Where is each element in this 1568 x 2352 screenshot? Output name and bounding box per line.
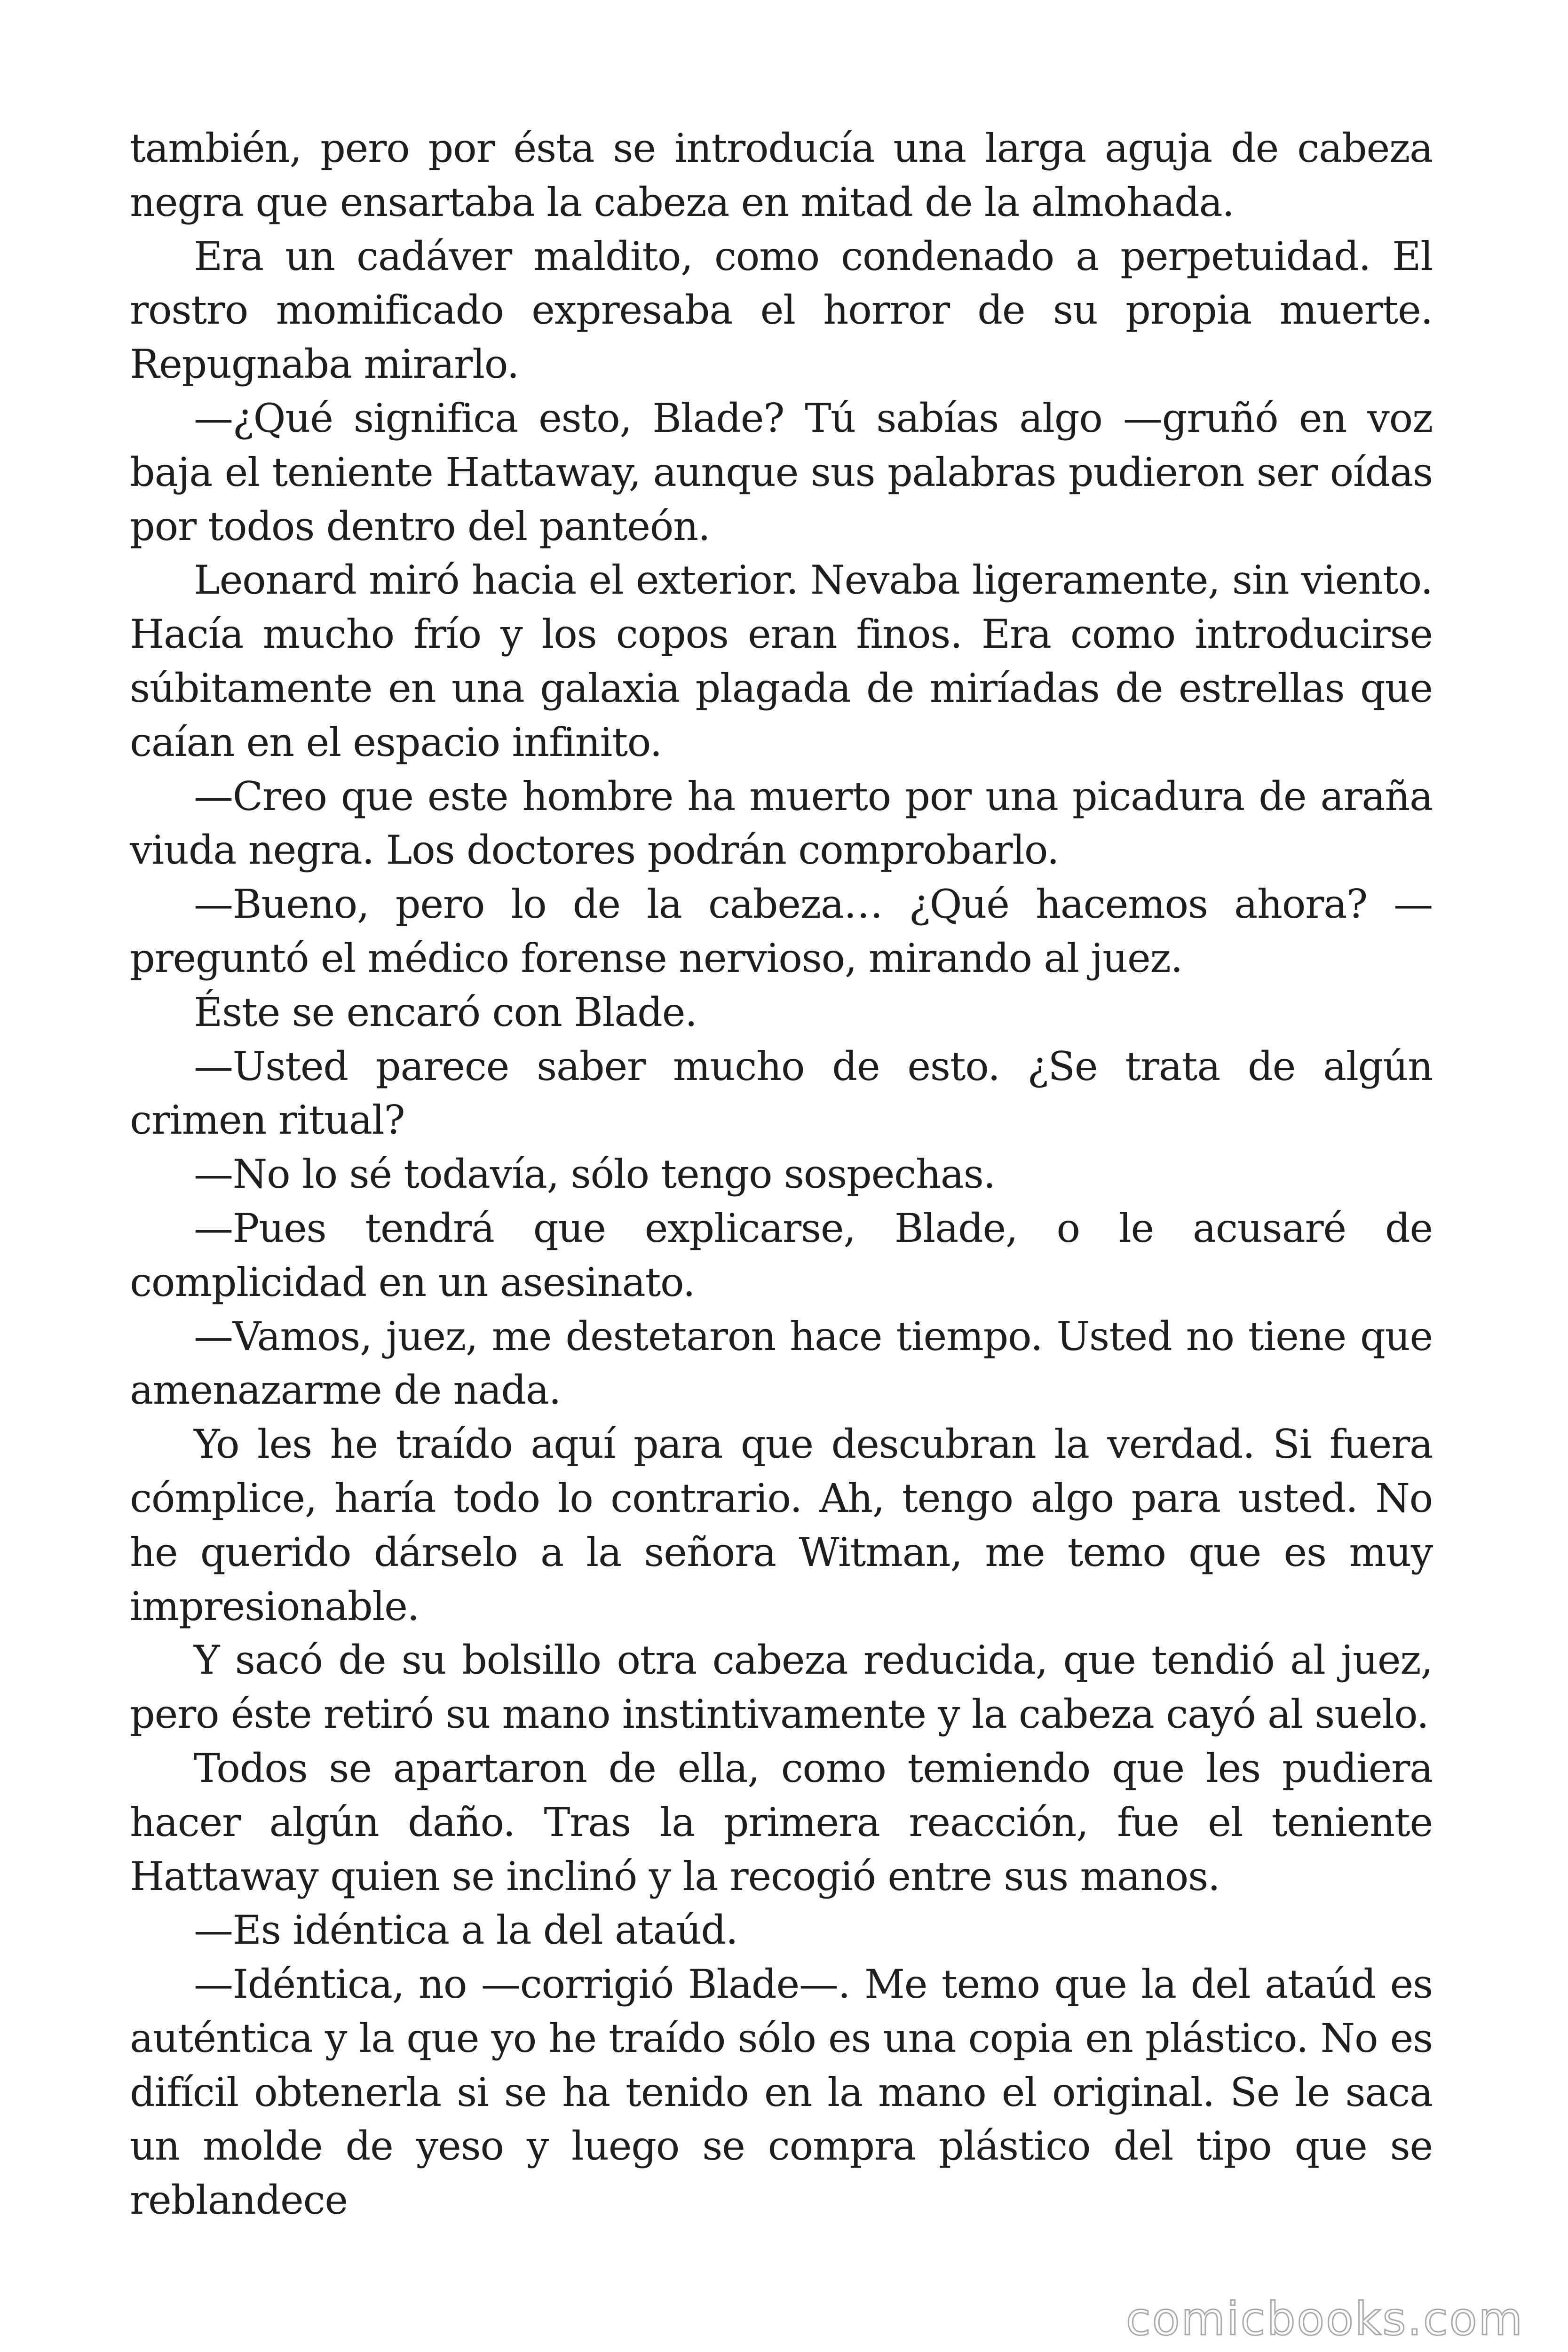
paragraph-11: —Vamos, juez, me destetaron hace tiempo. Usted no tiene que amenazarme de nada. xyxy=(130,1313,1433,1414)
paragraph-13: Y sacó de su bolsillo otra cabeza reducida, que tendió al juez, pero éste retiró su mano instintivamente y la cabeza cayó al suelo. xyxy=(130,1637,1433,1738)
paragraph-6: —Bueno, pero lo de la cabeza… ¿Qué hacemos ahora? —preguntó el médico forense nervioso, mirando al juez. xyxy=(130,881,1433,981)
paragraph-8: —Usted parece saber mucho de esto. ¿Se trata de algún crimen ritual? xyxy=(130,1043,1433,1144)
paragraph-7: Éste se encaró con Blade. xyxy=(194,989,697,1035)
paragraph-15: —Es idéntica a la del ataúd. xyxy=(194,1907,738,1954)
paragraph-4: Leonard miró hacia el exterior. Nevaba ligeramente, sin viento. Hacía mucho frío y los copos eran finos. Era como introducirse súbitamente en una galaxia plagada de miríadas de estrellas que caían en el espacio infinito. xyxy=(130,557,1433,765)
paragraph-14: Todos se apartaron de ella, como temiendo que les pudiera hacer algún daño. Tras la primera reacción, fue el teniente Hattaway quien se inclinó y la recogió entre sus manos. xyxy=(130,1745,1433,1899)
paragraph-3: —¿Qué significa esto, Blade? Tú sabías algo —gruñó en voz baja el teniente Hattaway, aunque sus palabras pudieron ser oídas por todos dentro del panteón. xyxy=(130,395,1433,549)
paragraph-1: también, pero por ésta se introducía una larga aguja de cabeza negra que ensartaba la cabeza en mitad de la almohada. xyxy=(130,125,1433,225)
paragraph-16: —Idéntica, no —corrigió Blade—. Me temo que la del ataúd es auténtica y la que yo he traído sólo es una copia en plástico. No es difícil obtenerla si se ha tenido en la mano el original. Se le saca un molde de yeso y luego se compra plástico del tipo que se reblandece xyxy=(130,1961,1433,2224)
paragraph-9: —No lo sé todavía, sólo tengo sospechas. xyxy=(194,1151,996,1198)
paragraph-10: —Pues tendrá que explicarse, Blade, o le acusaré de complicidad en un asesinato. xyxy=(130,1205,1433,1305)
paragraph-5: —Creo que este hombre ha muerto por una picadura de araña viuda negra. Los doctores podrán comprobarlo. xyxy=(130,773,1433,874)
paragraph-12: Yo les he traído aquí para que descubran la verdad. Si fuera cómplice, haría todo lo contrario. Ah, tengo algo para usted. No he querido dárselo a la señora Witman, me temo que es muy impresionable. xyxy=(130,1421,1433,1629)
paragraph-2: Era un cadáver maldito, como condenado a perpetuidad. El rostro momificado expresaba el horror de su propia muerte. Repugnaba mirarlo. xyxy=(130,233,1433,388)
body-text xyxy=(130,121,1433,2227)
site-watermark: comicbooks.com xyxy=(1125,2293,1524,2345)
